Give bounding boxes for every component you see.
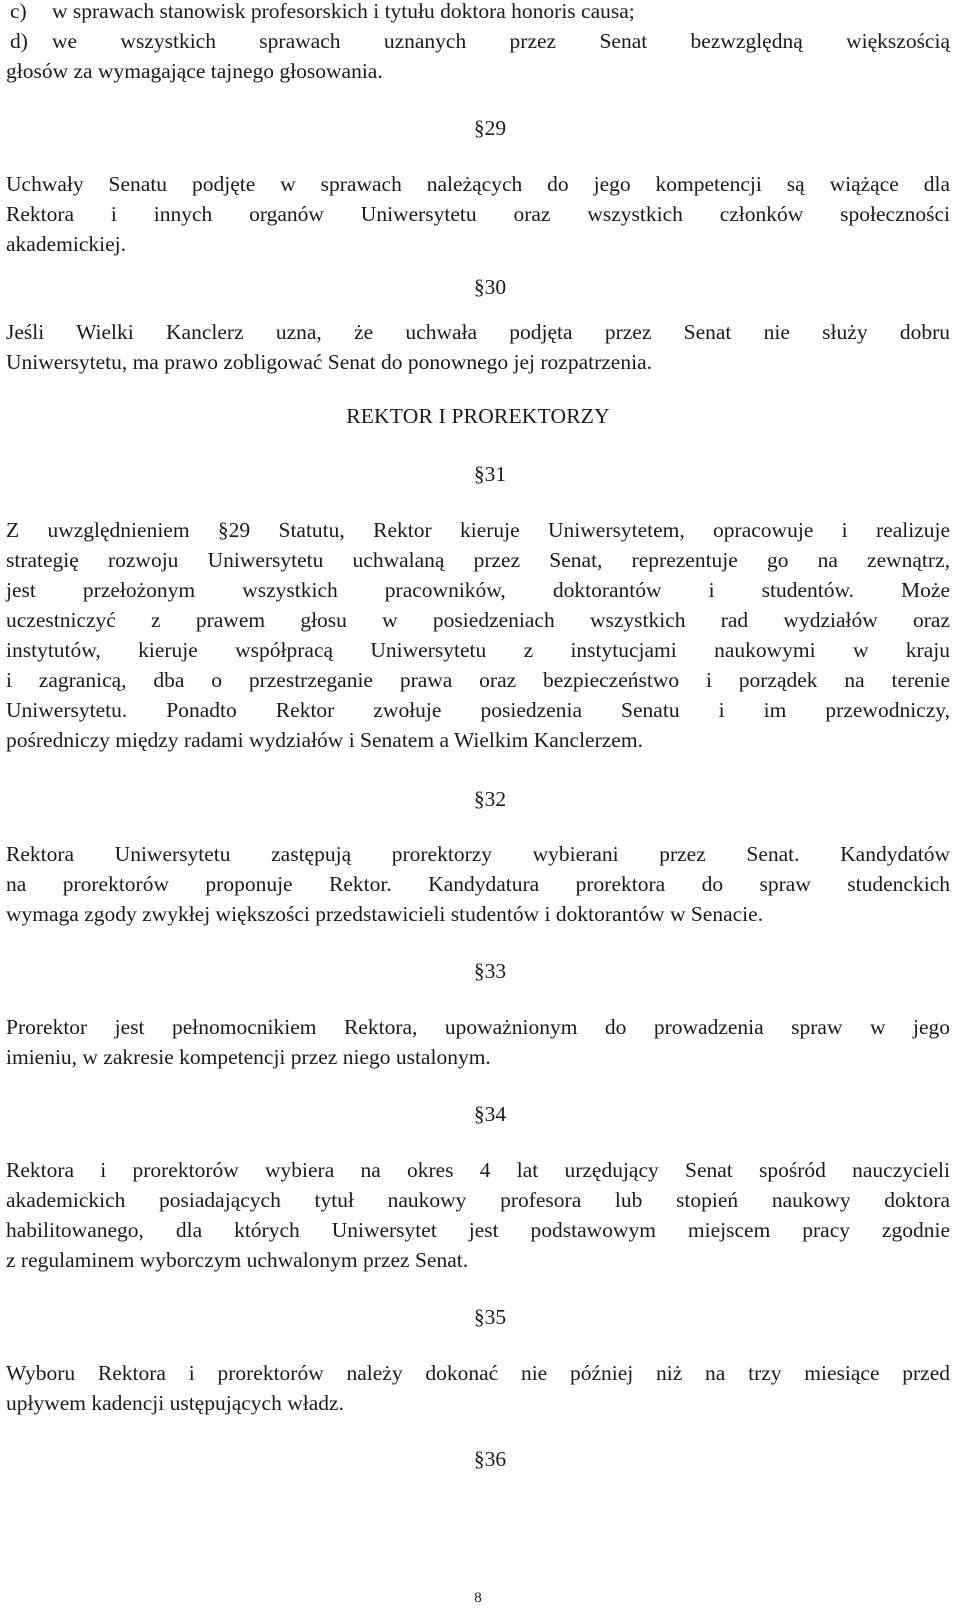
list-marker: d) xyxy=(10,29,28,53)
section-34-line: habilitowanego, dla których Uniwersytet jest podstawowym miejscem pracy zgodnie xyxy=(6,1218,950,1242)
section-31-line: jest przełożonym wszystkich pracowników, doktorantów i studentów. Może xyxy=(6,578,950,602)
section-29-line: Uchwały Senatu podjęte w sprawach należących do jego kompetencji są wiążące dla xyxy=(6,172,950,196)
section-31-line: pośredniczy między radami wydziałów i Senatem a Wielkim Kanclerzem. xyxy=(6,728,643,752)
list-marker: c) xyxy=(10,0,27,23)
chapter-heading: REKTOR I PROREKTORZY xyxy=(346,404,610,428)
section-30-line: Uniwersytetu, ma prawo zobligować Senat do ponownego jej rozpatrzenia. xyxy=(6,350,652,374)
section-29-title: §29 xyxy=(473,116,507,140)
section-31-title: §31 xyxy=(473,462,507,486)
section-35-line: upływem kadencji ustępujących władz. xyxy=(6,1391,344,1415)
section-34-line: Rektora i prorektorów wybiera na okres 4 lat urzędujący Senat spośród nauczycieli xyxy=(6,1158,950,1182)
section-31-line: strategię rozwoju Uniwersytetu uchwalaną przez Senat, reprezentuje go na zewnątrz, xyxy=(6,548,950,572)
section-31-line: i zagranicą, dba o przestrzeganie prawa oraz bezpieczeństwo i porządek na terenie xyxy=(6,668,950,692)
list-continuation: głosów za wymagające tajnego głosowania. xyxy=(6,59,383,83)
section-29-line: akademickiej. xyxy=(6,232,126,256)
section-33-line: imieniu, w zakresie kompetencji przez niego ustalonym. xyxy=(6,1045,491,1069)
section-34-title: §34 xyxy=(473,1102,507,1126)
section-32-line: na prorektorów proponuje Rektor. Kandydatura prorektora do spraw studenckich xyxy=(6,872,950,896)
list-item-text: we wszystkich sprawach uznanych przez Senat bezwzględną większością xyxy=(52,29,950,53)
document-page xyxy=(6,0,950,1610)
section-34-line: akademickich posiadających tytuł naukowy profesora lub stopień naukowy doktora xyxy=(6,1188,950,1212)
section-33-title: §33 xyxy=(473,959,507,983)
section-30-line: Jeśli Wielki Kanclerz uzna, że uchwała podjęta przez Senat nie służy dobru xyxy=(6,320,950,344)
section-35-title: §35 xyxy=(473,1305,507,1329)
section-34-line: z regulaminem wyborczym uchwalonym przez Senat. xyxy=(6,1248,469,1272)
section-30-title: §30 xyxy=(473,275,507,299)
section-29-line: Rektora i innych organów Uniwersytetu oraz wszystkich członków społeczności xyxy=(6,202,950,226)
section-31-line: uczestniczyć z prawem głosu w posiedzeniach wszystkich rad wydziałów oraz xyxy=(6,608,950,632)
section-31-line: Z uwzględnieniem §29 Statutu, Rektor kieruje Uniwersytetem, opracowuje i realizuje xyxy=(6,518,950,542)
section-35-line: Wyboru Rektora i prorektorów należy dokonać nie później niż na trzy miesiące przed xyxy=(6,1361,950,1385)
section-32-line: Rektora Uniwersytetu zastępują prorektorzy wybierani przez Senat. Kandydatów xyxy=(6,842,950,866)
section-32-title: §32 xyxy=(473,787,507,811)
list-item-text: w sprawach stanowisk profesorskich i tytułu doktora honoris causa; xyxy=(52,0,635,23)
section-33-line: Prorektor jest pełnomocnikiem Rektora, upoważnionym do prowadzenia spraw w jego xyxy=(6,1015,950,1039)
section-32-line: wymaga zgody zwykłej większości przedstawicieli studentów i doktorantów w Senacie. xyxy=(6,902,764,926)
section-36-title: §36 xyxy=(473,1447,507,1471)
section-31-line: Uniwersytetu. Ponadto Rektor zwołuje posiedzenia Senatu i im przewodniczy, xyxy=(6,698,950,722)
section-31-line: instytutów, kieruje współpracą Uniwersytetu z instytucjami naukowymi w kraju xyxy=(6,638,950,662)
page-number: 8 xyxy=(474,1590,482,1606)
